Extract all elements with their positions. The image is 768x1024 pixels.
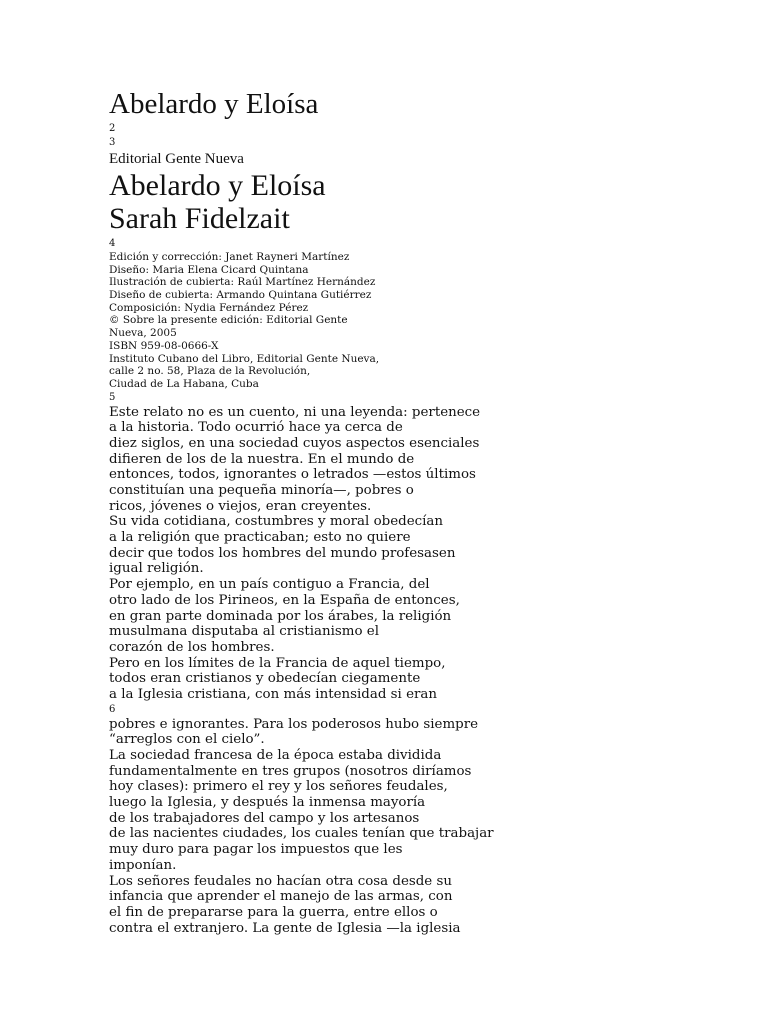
credits-block	[109, 251, 749, 391]
credit-line: Composición: Nydia Fernández Pérez	[109, 301, 309, 314]
credit-line: Diseño de cubierta: Armando Quintana Gutiérrez	[109, 289, 372, 302]
document-page	[109, 86, 749, 936]
text-line: hoy clases): primero el rey y los señores feudales,	[109, 779, 448, 795]
text-line: Por ejemplo, en un país contiguo a Francia, del	[109, 577, 430, 593]
text-line: de las nacientes ciudades, los cuales tenían que trabajar	[109, 826, 494, 842]
text-line: entonces, todos, ignorantes o letrados —estos últimos	[109, 467, 476, 483]
credit-line: Ilustración de cubierta: Raúl Martínez Hernández	[109, 276, 376, 289]
text-line: contra el extranjero. La gente de Iglesia —la iglesia	[109, 920, 461, 936]
credit-line: © Sobre la presente edición: Editorial Gente	[109, 314, 348, 327]
credit-line: Edición y corrección: Janet Rayneri Martínez	[109, 251, 350, 263]
page-number: 6	[109, 703, 116, 715]
text-line: decir que todos los hombres del mundo profesasen	[109, 545, 456, 561]
text-line: todos eran cristianos y obedecían ciegamente	[109, 671, 421, 687]
text-line: a la Iglesia cristiana, con más intensidad si eran	[109, 686, 438, 702]
credit-line: calle 2 no. 58, Plaza de la Revolución,	[109, 365, 311, 378]
text-line: diez siglos, en una sociedad cuyos aspectos esenciales	[109, 435, 480, 451]
text-line: muy duro para pagar los impuestos que les	[109, 842, 403, 858]
text-line: fundamentalmente en tres grupos (nosotros diríamos	[109, 763, 472, 779]
text-line: Los señores feudales no hacían otra cosa desde su	[109, 873, 452, 889]
text-line: imponían.	[109, 857, 177, 873]
page-number: 3	[109, 137, 116, 148]
page-number: 2	[109, 123, 116, 134]
book-title: Abelardo y Eloísa	[109, 88, 319, 120]
publisher-name: Editorial Gente Nueva	[109, 151, 244, 167]
credit-line: ISBN 959-08-0666-X	[109, 339, 219, 352]
body-text-block	[109, 717, 749, 937]
text-line: a la historia. Todo ocurrió hace ya cerca de	[109, 420, 403, 436]
page-number: 4	[109, 238, 116, 249]
text-line: corazón de los hombres.	[109, 639, 275, 655]
text-line: en gran parte dominada por los árabes, la religión	[109, 608, 452, 624]
title-page-title: Abelardo y Eloísa	[109, 169, 326, 202]
credit-line: Instituto Cubano del Libro, Editorial Gente Nueva,	[109, 352, 380, 365]
text-line: Este relato no es un cuento, ni una leyenda: pertenece	[109, 404, 481, 420]
text-line: “arreglos con el cielo”.	[109, 732, 265, 748]
credit-line: Nueva, 2005	[109, 327, 177, 340]
text-line: de los trabajadores del campo y los artesanos	[109, 810, 420, 826]
text-line: el fin de prepararse para la guerra, entre ellos o	[109, 904, 438, 920]
text-line: a la religión que practicaban; esto no quiere	[109, 530, 411, 546]
text-line: igual religión.	[109, 561, 204, 577]
body-text-block	[109, 405, 749, 703]
page-number: 5	[109, 391, 116, 403]
text-line: pobres e ignorantes. Para los poderosos hubo siempre	[109, 716, 479, 732]
text-line: La sociedad francesa de la época estaba dividida	[109, 748, 442, 763]
text-line: musulmana disputaba al cristianismo el	[109, 624, 379, 640]
text-line: difieren de los de la nuestra. En el mundo de	[109, 451, 415, 467]
text-line: constituían una pequeña minoría—, pobres o	[109, 483, 414, 498]
text-line: luego la Iglesia, y después la inmensa mayoría	[109, 795, 426, 811]
text-line: infancia que aprender el manejo de las armas, con	[109, 889, 453, 905]
text-line: Su vida cotidiana, costumbres y moral obedecían	[109, 514, 444, 530]
text-line: otro lado de los Pirineos, en la España de entonces,	[109, 592, 460, 608]
credit-line: Diseño: Maria Elena Cicard Quintana	[109, 263, 309, 276]
author-name: Sarah Fidelzait	[109, 202, 290, 235]
text-line: ricos, jóvenes o viejos, eran creyentes.	[109, 498, 372, 514]
credit-line: Ciudad de La Habana, Cuba	[109, 377, 259, 390]
text-line: Pero en los límites de la Francia de aquel tiempo,	[109, 655, 446, 671]
